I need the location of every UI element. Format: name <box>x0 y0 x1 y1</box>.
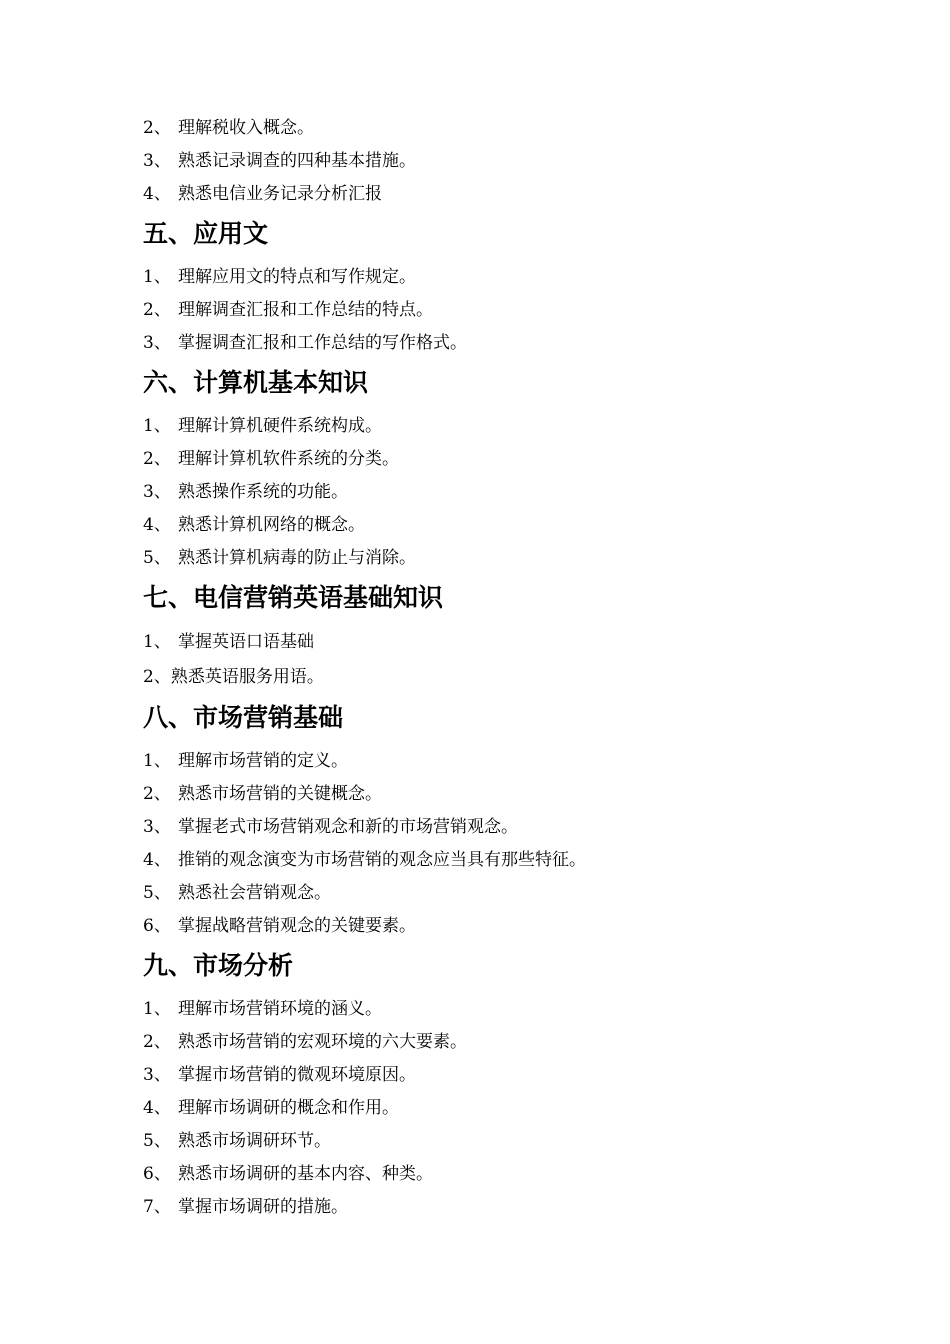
list-item <box>143 410 903 443</box>
item-number: 2、 <box>143 300 171 320</box>
item-text: 掌握老式市场营销观念和新的市场营销观念。 <box>178 817 518 837</box>
item-number: 2、 <box>143 784 171 804</box>
item-text: 掌握英语口语基础 <box>178 632 314 652</box>
list-item <box>143 625 903 660</box>
list-item <box>143 1092 903 1125</box>
item-number: 3、 <box>143 333 171 353</box>
list-item <box>143 509 903 542</box>
item-text: 熟悉社会营销观念。 <box>178 883 331 903</box>
item-number: 3、 <box>143 1065 171 1085</box>
section-heading: 八、市场营销基础 <box>143 703 344 732</box>
list-item <box>143 811 903 844</box>
item-text: 熟悉操作系统的功能。 <box>178 482 348 502</box>
item-text: 掌握市场调研的措施。 <box>178 1197 348 1217</box>
item-number: 3、 <box>143 482 171 502</box>
list-item <box>143 1026 903 1059</box>
list-item <box>143 993 903 1026</box>
item-number: 4、 <box>143 1098 171 1118</box>
item-text: 理解市场营销环境的涵义。 <box>178 999 382 1019</box>
item-number: 2、 <box>143 449 171 469</box>
list-item <box>143 1059 903 1092</box>
item-text: 掌握调查汇报和工作总结的写作格式。 <box>178 333 467 353</box>
item-text: 理解市场调研的概念和作用。 <box>178 1098 399 1118</box>
item-text: 掌握市场营销的微观环境原因。 <box>178 1065 416 1085</box>
item-number: 1、 <box>143 632 171 652</box>
list-item <box>143 1125 903 1158</box>
item-number: 2、 <box>143 1032 171 1052</box>
item-text: 推销的观念演变为市场营销的观念应当具有那些特征。 <box>178 850 586 870</box>
item-text: 理解市场营销的定义。 <box>178 751 348 771</box>
list-item <box>143 877 903 910</box>
list-item <box>143 327 903 360</box>
list-item <box>143 910 903 943</box>
item-number: 6、 <box>143 916 171 936</box>
item-text: 理解应用文的特点和写作规定。 <box>178 267 416 287</box>
list-item <box>143 476 903 509</box>
list-item <box>143 1191 903 1224</box>
list-item <box>143 542 903 575</box>
section-8 <box>143 696 903 943</box>
document-page <box>143 112 903 1224</box>
item-number: 7、 <box>143 1197 171 1217</box>
item-text: 理解调查汇报和工作总结的特点。 <box>178 300 433 320</box>
item-number: 2、 <box>143 667 171 687</box>
list-item <box>143 261 903 294</box>
item-text: 熟悉电信业务记录分析汇报 <box>178 184 382 204</box>
section-heading: 七、电信营销英语基础知识 <box>143 583 444 612</box>
item-number: 5、 <box>143 548 171 568</box>
list-item <box>143 294 903 327</box>
item-number: 5、 <box>143 1131 171 1151</box>
list-item <box>143 778 903 811</box>
item-text: 理解计算机硬件系统构成。 <box>178 416 382 436</box>
item-number: 3、 <box>143 151 171 171</box>
item-text: 熟悉记录调查的四种基本措施。 <box>178 151 416 171</box>
section-5 <box>143 212 903 360</box>
item-text: 熟悉计算机病毒的防止与消除。 <box>178 548 416 568</box>
item-text: 理解计算机软件系统的分类。 <box>178 449 399 469</box>
item-number: 4、 <box>143 850 171 870</box>
section-prev <box>143 112 903 211</box>
item-number: 4、 <box>143 184 171 204</box>
item-text: 掌握战略营销观念的关键要素。 <box>178 916 416 936</box>
item-text: 熟悉市场营销的宏观环境的六大要素。 <box>178 1032 467 1052</box>
item-number: 1、 <box>143 267 171 287</box>
item-text: 熟悉市场营销的关键概念。 <box>178 784 382 804</box>
list-item <box>143 844 903 877</box>
item-number: 6、 <box>143 1164 171 1184</box>
item-number: 3、 <box>143 817 171 837</box>
section-7 <box>143 576 903 695</box>
item-text: 熟悉市场调研的基本内容、种类。 <box>178 1164 433 1184</box>
list-item <box>143 745 903 778</box>
list-item <box>143 178 903 211</box>
list-item <box>143 443 903 476</box>
item-number: 2、 <box>143 118 171 138</box>
item-text: 熟悉市场调研环节。 <box>178 1131 331 1151</box>
item-number: 1、 <box>143 999 171 1019</box>
list-item <box>143 660 903 695</box>
item-text: 熟悉英语服务用语。 <box>170 667 324 687</box>
list-item <box>143 112 903 145</box>
item-number: 5、 <box>143 883 171 903</box>
section-heading: 六、计算机基本知识 <box>143 368 369 397</box>
section-9 <box>143 944 903 1224</box>
item-text: 理解税收入概念。 <box>178 118 314 138</box>
section-heading: 五、应用文 <box>143 219 269 248</box>
item-number: 4、 <box>143 515 171 535</box>
section-6 <box>143 361 903 575</box>
item-text: 熟悉计算机网络的概念。 <box>178 515 365 535</box>
list-item <box>143 1158 903 1191</box>
section-heading: 九、市场分析 <box>143 951 294 980</box>
item-number: 1、 <box>143 416 171 436</box>
list-item <box>143 145 903 178</box>
item-number: 1、 <box>143 751 171 771</box>
